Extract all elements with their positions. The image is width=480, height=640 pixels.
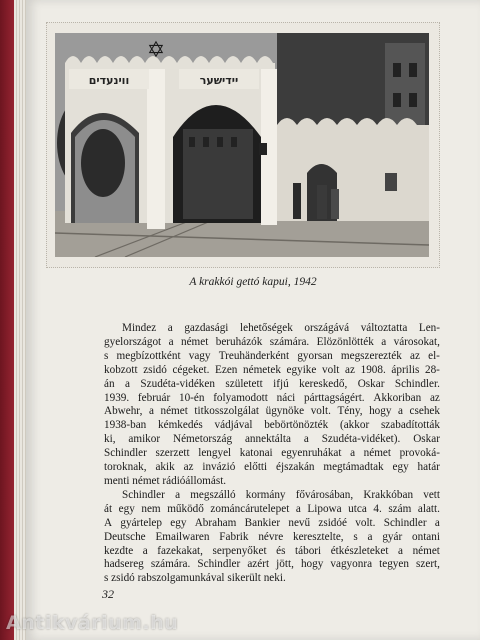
text-line: Abwehr, a német titkosszolgálat ügynöke volt. Tény, hogy a csehek — [104, 405, 440, 418]
star-of-david-icon: ✡ — [146, 38, 166, 63]
gate-inscription-right: יידישער — [199, 74, 239, 87]
text-line: s megbízottként vagy Treuhänderként gyorsan megszerezték az el- — [104, 349, 440, 362]
text-line: án a Szudéta-vidéken született ifjú kereskedő, Oskar Schindler. — [104, 377, 440, 390]
text-line: Schindler szerzett lengyel katonai egyenruhákat a német provoká- — [104, 447, 440, 460]
photo-frame — [46, 22, 440, 268]
text-line: toroknak, akik az invázió előtti éjszakán megtámadtak egy határ — [104, 461, 440, 474]
body-text — [104, 322, 440, 586]
text-line: át egy nem működő zománcárutelepet a Lipowa utca 4. szám alatt. — [104, 502, 440, 515]
text-line: Mindez a gazdasági lehetőségek országává változtatta Len- — [122, 322, 440, 334]
photo-caption: A krakkói gettó kapui, 1942 — [189, 276, 317, 288]
text-line: A gyártelep egy Abraham Bankier nevű zsidóé volt. Schindler a — [104, 516, 440, 529]
text-line: hadsereg számára. Schindler azért jött, hogy vagyonra tegyen szert, — [104, 558, 440, 571]
text-line: gyelországot a német beruházók számára. Elözönlötték a városokat, — [104, 335, 440, 348]
text-line: 1939. február 10-én folyamodott náci párttagságért. Akkoriban az — [104, 391, 440, 404]
text-line: 1938-ban kémkedés vádjával bebörtönözték (akkor szabadították — [104, 419, 440, 432]
ghetto-gate-photo — [55, 33, 429, 257]
text-line: kobzott zsidó cégeket. Ezen németek egyike volt az 1908. április 28- — [104, 363, 440, 376]
text-line: Deutsche Emailwaren Fabrik névre keresztelte, s a gyár ontani — [104, 530, 440, 543]
text-line: Schindler a megszálló kormány fővárosában, Krakkóban vett — [122, 488, 440, 501]
text-line: s zsidó rabszolgamunkával sikerült neki. — [104, 572, 286, 585]
text-line: kezdte a fazekakat, serpenyőket és tábori étkészleteket a német — [104, 544, 440, 557]
gate-inscription-left: ווינעדים — [88, 74, 130, 87]
page-number: 32 — [102, 587, 114, 601]
watermark: Antikvárium.hu — [6, 612, 179, 634]
text-line: menti német rádióállomást. — [104, 474, 227, 487]
text-line: ki, amikor Németország annektálta a Szudéta-vidéket). Oskar — [104, 433, 440, 446]
